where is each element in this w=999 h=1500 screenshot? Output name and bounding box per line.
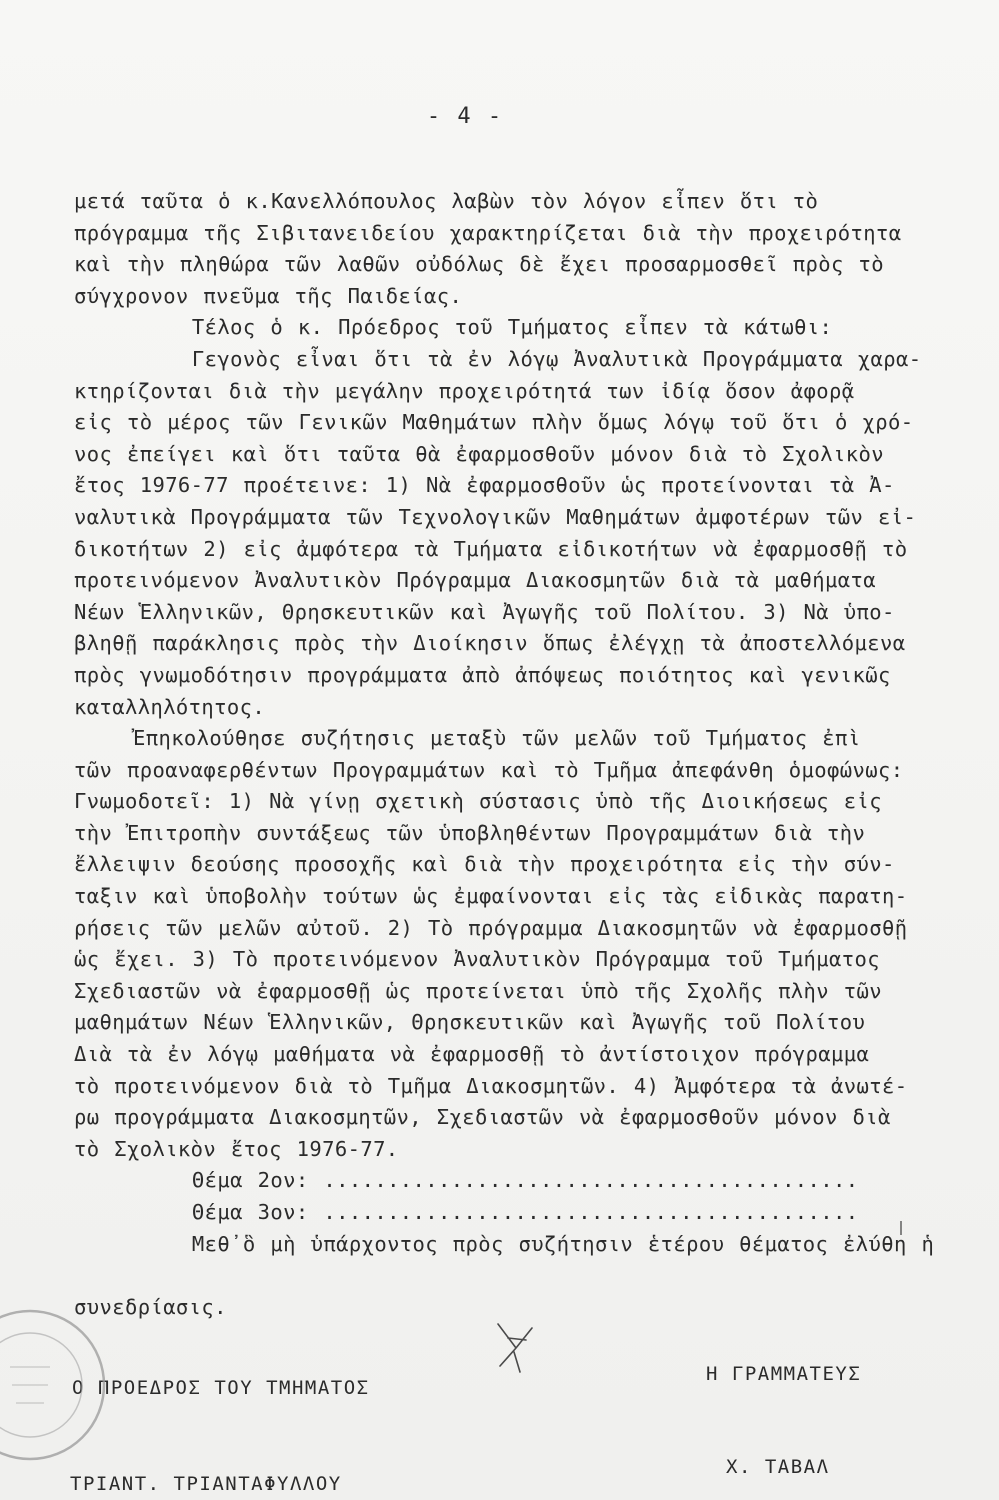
text-line: ἔτος 1976-77 προέτεινε: 1) Νὰ ἐφαρμοσθοῦν ὡς προτείνονται τὰ Ἀ- — [74, 473, 895, 498]
margin-tick-icon — [896, 1220, 906, 1236]
text-line: ρω προγράμματα Διακοσμητῶν, Σχεδιαστῶν νὰ ἐφαρμοσθοῦν μόνον διὰ — [74, 1105, 891, 1130]
text-line: τὸ Σχολικὸν ἔτος 1976-77. — [74, 1136, 399, 1161]
official-stamp-icon — [0, 1305, 110, 1465]
text-line: σύγχρονον πνεῦμα τῆς Παιδείας. — [74, 283, 463, 308]
text-line: Θέμα 2ον: .......................................... — [74, 1168, 859, 1193]
secretary-name: Χ. ΤΑΒΑΛ — [726, 1456, 830, 1478]
text-line: ναλυτικὰ Προγράμματα τῶν Τεχνολογικῶν Μαθημάτων ἀμφοτέρων τῶν εἰ- — [74, 504, 917, 529]
handwritten-mark-icon — [490, 1318, 540, 1376]
text-line: Νέων Ἑλληνικῶν, Θρησκευτικῶν καὶ Ἀγωγῆς τοῦ Πολίτου. 3) Νὰ ὑπο- — [74, 599, 895, 624]
text-line: Τέλος ὁ κ. Πρόεδρος τοῦ Τμήματος εἶπεν τὰ κάτωθι: — [74, 315, 833, 340]
president-name: ΤΡΙΑΝΤ. ΤΡΙΑΝΤΑΦΥΛΛΟΥ — [70, 1473, 342, 1495]
text-line: Σχεδιαστῶν νὰ ἐφαρμοσθῇ ὡς προτείνεται ὑπὸ τῆς Σχολῆς πλὴν τῶν — [74, 978, 883, 1003]
text-line: καταλληλότητος. — [74, 694, 266, 719]
text-line: δικοτήτων 2) εἰς ἀμφότερα τὰ Τμήματα εἰδικοτήτων νὰ ἐφαρμοσθῇ τὸ — [74, 536, 908, 561]
text-line: μαθημάτων Νέων Ἑλληνικῶν, Θρησκευτικῶν καὶ Ἀγωγῆς τοῦ Πολίτου — [74, 1010, 866, 1035]
secretary-title: Η ΓΡΑΜΜΑΤΕΥΣ — [706, 1363, 862, 1385]
text-line: πρόγραμμα τῆς Σιβιτανειδείου χαρακτηρίζεται διὰ τὴν προχειρότητα — [74, 220, 902, 245]
text-line: ταξιν καὶ ὑποβολὴν τούτων ὡς ἐμφαίνονται εἰς τὰς εἰδικὰς παρατη- — [74, 884, 908, 909]
text-line: τῶν προαναφερθέντων Προγραμμάτων καὶ τὸ Τμῆμα ἀπεφάνθη ὁμοφώνως: — [74, 757, 904, 782]
text-line: νος ἐπείγει καὶ ὅτι ταῦτα θὰ ἐφαρμοσθοῦν μόνον διὰ τὸ Σχολικὸν — [74, 441, 885, 466]
text-line: Διὰ τὰ ἐν λόγῳ μαθήματα νὰ ἐφαρμοσθῇ τὸ ἀντίστοιχον πρόγραμμα — [74, 1042, 870, 1067]
text-line: πρὸς γνωμοδότησιν προγράμματα ἀπὸ ἀπόψεως ποιότητος καὶ γενικῶς — [74, 662, 891, 687]
text-line: ἔλλειψιν δεούσης προσοχῆς καὶ διὰ τὴν προχειρότητα εἰς τὴν σύν- — [74, 852, 895, 877]
text-line: Γνωμοδοτεῖ: 1) Νὰ γίνῃ σχετικὴ σύστασις ὑπὸ τῆς Διοικήσεως εἰς — [74, 789, 883, 814]
text-line: καὶ τὴν πληθώρα τῶν λαθῶν οὐδόλως δὲ ἔχει προσαρμοσθεῖ πρὸς τὸ — [74, 252, 885, 277]
text-line: τὸ προτεινόμενον διὰ τὸ Τμῆμα Διακοσμητῶν. 4) Ἀμφότερα τὰ ἀνωτέ- — [74, 1073, 908, 1098]
text-line: μετά ταῦτα ὁ κ.Κανελλόπουλος λαβὼν τὸν λόγον εἶπεν ὅτι τὸ — [74, 189, 819, 213]
text-line: κτηρίζονται διὰ τὴν μεγάλην προχειρότητά των ἰδίᾳ ὅσον ἀφορᾷ — [74, 378, 855, 403]
text-line: ρήσεις τῶν μελῶν αὐτοῦ. 2) Τὸ πρόγραμμα Διακοσμητῶν νὰ ἐφαρμοσθῇ — [74, 915, 908, 940]
president-title: Ο ΠΡΟΕΔΡΟΣ ΤΟΥ ΤΜΗΜΑΤΟΣ — [72, 1377, 370, 1399]
text-line: Θέμα 3ον: .......................................... — [74, 1200, 859, 1224]
text-line: εἰς τὸ μέρος τῶν Γενικῶν Μαθημάτων πλὴν ὅμως λόγῳ τοῦ ὅτι ὁ χρό- — [74, 410, 914, 435]
text-line: προτεινόμενον Ἀναλυτικὸν Πρόγραμμα Διακοσμητῶν διὰ τὰ μαθήματα — [74, 568, 877, 593]
text-line: ὡς ἔχει. 3) Τὸ προτεινόμενον Ἀναλυτικὸν Πρόγραμμα τοῦ Τμήματος — [74, 947, 881, 972]
text-line: τὴν Ἐπιτροπὴν συντάξεως τῶν ὑποβληθέντων Προγραμμάτων διὰ τὴν — [74, 820, 866, 845]
text-line: Ἐπηκολούθησε συζήτησις μεταξὺ τῶν μελῶν τοῦ Τμήματος ἐπὶ — [74, 726, 861, 751]
text-line: βληθῇ παράκλησις πρὸς τὴν Διοίκησιν ὅπως ἐλέγχῃ τὰ ἀποστελλόμενα — [74, 631, 906, 656]
text-line: Μεθ᾽ὃ μὴ ὑπάρχοντος πρὸς συζήτησιν ἑτέρου θέματος ἐλύθη ἡ — [74, 1231, 935, 1256]
page-number: - 4 - — [426, 104, 504, 129]
text-line: Γεγονὸς εἶναι ὅτι τὰ ἐν λόγῳ Ἀναλυτικὰ Προγράμματα χαρα- — [74, 346, 922, 371]
text-line: συνεδρίασις. — [74, 1294, 227, 1319]
